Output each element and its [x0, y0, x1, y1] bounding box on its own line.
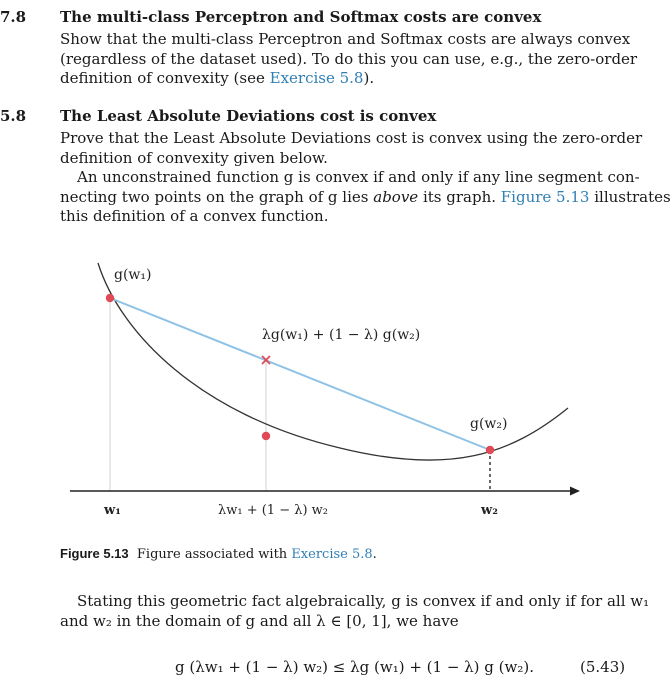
figure-link[interactable]: Figure 5.13 — [500, 187, 590, 206]
text-fragment: its graph. — [418, 187, 501, 206]
equation-number: (5.43) — [580, 658, 626, 676]
algebraic-statement — [60, 592, 650, 631]
convexity-figure — [0, 225, 645, 535]
point-g-mid — [262, 432, 270, 440]
label-g-w1: g(w₁) — [114, 267, 152, 283]
body-line: definition of convexity given below. — [60, 148, 328, 167]
tick-label-w2: w₂ — [481, 503, 498, 518]
body-line — [60, 187, 671, 208]
exercise-title-7-8: The multi-class Perceptron and Softmax costs are convex — [60, 8, 542, 26]
body-line: (regardless of the dataset used). To do this you can use, e.g., the zero-order — [60, 49, 638, 68]
label-convex-combination: λg(w₁) + (1 − λ) g(w₂) — [262, 327, 421, 343]
caption-text: Figure associated with — [128, 547, 292, 562]
body-line: this definition of a convex function. — [60, 207, 329, 225]
exercise-body-7-8 — [60, 30, 638, 89]
exercise-number-7-8: 7.8 — [0, 8, 27, 26]
figure-caption — [60, 546, 377, 562]
caption-exercise-link[interactable]: Exercise 5.8 — [291, 547, 373, 562]
equation-5-43: g (λw₁ + (1 − λ) w₂) ≤ λg (w₁) + (1 − λ) g (w₂). — [175, 658, 534, 676]
chord-segment — [110, 298, 490, 450]
text-fragment: ). — [363, 69, 375, 87]
tick-label-w1: w₁ — [104, 503, 121, 518]
tick-label-mid: λw₁ + (1 − λ) w₂ — [218, 503, 329, 518]
text-fragment: definition of convexity (see — [60, 69, 270, 87]
body-line — [60, 69, 635, 89]
text-fragment: necting two points on the graph of g lies — [60, 187, 374, 206]
point-g-w2 — [486, 446, 494, 454]
body-line: Prove that the Least Absolute Deviations cost is convex using the zero-order — [60, 129, 643, 147]
x-axis-arrow-icon — [570, 487, 580, 496]
body-line: and w₂ in the domain of g and all λ ∈ [0, 1], we have — [60, 611, 459, 630]
emphasis-text: above — [373, 187, 419, 206]
exercise-number-5-8: 5.8 — [0, 107, 27, 125]
exercise-body-5-8 — [60, 129, 671, 227]
exercise-link[interactable]: Exercise 5.8 — [269, 69, 364, 87]
exercise-title-5-8: The Least Absolute Deviations cost is convex — [60, 107, 437, 125]
caption-text-end: . — [372, 547, 377, 562]
text-fragment: illustrates — [589, 187, 671, 206]
caption-label: Figure 5.13 — [60, 546, 129, 561]
body-line: Show that the multi-class Perceptron and Softmax costs are always convex — [60, 30, 631, 48]
body-line: Stating this geometric fact algebraically, g is convex if and only if for all w₁ — [77, 592, 650, 610]
body-line: An unconstrained function g is convex if and only if any line segment con- — [77, 168, 640, 186]
point-g-w1 — [106, 294, 114, 302]
label-g-w2: g(w₂) — [470, 416, 508, 432]
